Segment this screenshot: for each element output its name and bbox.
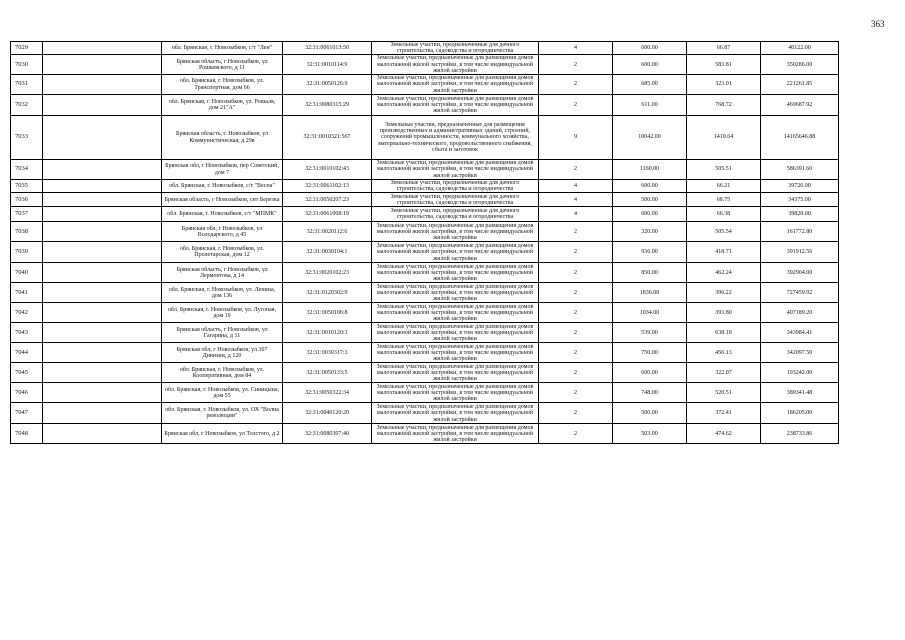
unit-value-cell: 418.71 bbox=[687, 242, 761, 263]
unit-value-cell: 68.75 bbox=[687, 193, 761, 207]
group-cell: 2 bbox=[539, 403, 613, 424]
unit-value-cell: 1410.64 bbox=[687, 116, 761, 160]
table-row bbox=[11, 207, 839, 222]
unit-value-cell: 768.72 bbox=[687, 95, 761, 116]
empty-cell bbox=[43, 263, 162, 283]
land-use-cell: Земельные участки, предназначенные для размещения домов малоэтажной жилой застройки, в том числе индивидуальной жилой застройки bbox=[372, 343, 539, 363]
cadastral-number-cell: 32:31:0080307:40 bbox=[283, 424, 372, 444]
address-cell: обл. Брянская, г. Новозыбков, ул. Синицына, дом 55 bbox=[162, 383, 283, 403]
cadastral-value-cell: 727459.92 bbox=[761, 283, 839, 303]
cadastral-number-cell: 32:31:0061008:19 bbox=[283, 207, 372, 222]
unit-value-cell: 462.24 bbox=[687, 263, 761, 283]
group-cell: 2 bbox=[539, 424, 613, 444]
address-cell: обл. Брянская, г. Новозыбков, ул. Транспортная, дом 66 bbox=[162, 75, 283, 95]
cadastral-value-cell: 186205.00 bbox=[761, 403, 839, 424]
area-cell: 1160.00 bbox=[613, 160, 687, 180]
row-number-cell: 7047 bbox=[11, 403, 43, 424]
address-cell: Брянская область, г Новозыбков, ул Рошкевского, д 11 bbox=[162, 55, 283, 75]
address-cell: Брянская обл, г Новозыбков, ул Толстого, д 2 bbox=[162, 424, 283, 444]
unit-value-cell: 505.54 bbox=[687, 222, 761, 242]
group-cell: 2 bbox=[539, 283, 613, 303]
cadastral-number-cell: 32:31:0030104:1 bbox=[283, 242, 372, 263]
area-cell: 503.00 bbox=[613, 424, 687, 444]
land-use-cell: Земельные участки, предназначенные для размещения домов малоэтажной жилой застройки, в том числе индивидуальной жилой застройки bbox=[372, 283, 539, 303]
address-cell: Брянская область, г Новозыбков, ул Лермонтова, д 14 bbox=[162, 263, 283, 283]
row-number-cell: 7035 bbox=[11, 180, 43, 193]
cadastral-number-cell: 32:31:0050126:9 bbox=[283, 75, 372, 95]
area-cell: 748.00 bbox=[613, 383, 687, 403]
land-use-cell: Земельные участки, предназначенные для размещения домов малоэтажной жилой застройки, в том числе индивидуальной жилой застройки bbox=[372, 424, 539, 444]
group-cell: 2 bbox=[539, 222, 613, 242]
area-cell: 611.00 bbox=[613, 95, 687, 116]
unit-value-cell: 322.07 bbox=[687, 363, 761, 383]
unit-value-cell: 66.21 bbox=[687, 180, 761, 193]
empty-cell bbox=[43, 207, 162, 222]
group-cell: 2 bbox=[539, 95, 613, 116]
table-row bbox=[11, 343, 839, 363]
table-row bbox=[11, 75, 839, 95]
area-cell: 600.00 bbox=[613, 55, 687, 75]
table-row bbox=[11, 323, 839, 343]
cadastral-register-table bbox=[10, 41, 839, 444]
empty-cell bbox=[43, 363, 162, 383]
row-number-cell: 7029 bbox=[11, 42, 43, 55]
unit-value-cell: 520.51 bbox=[687, 383, 761, 403]
table-row bbox=[11, 403, 839, 424]
cadastral-value-cell: 343984.41 bbox=[761, 323, 839, 343]
table-row bbox=[11, 424, 839, 444]
empty-cell bbox=[43, 303, 162, 323]
table-row bbox=[11, 283, 839, 303]
empty-cell bbox=[43, 323, 162, 343]
row-number-cell: 7036 bbox=[11, 193, 43, 207]
area-cell: 600.00 bbox=[613, 207, 687, 222]
area-cell: 685.00 bbox=[613, 75, 687, 95]
address-cell: обл. Брянская, г. Новозыбков, с/т "МПМК" bbox=[162, 207, 283, 222]
empty-cell bbox=[43, 403, 162, 424]
cadastral-value-cell: 193242.00 bbox=[761, 363, 839, 383]
group-cell: 2 bbox=[539, 303, 613, 323]
land-use-cell: Земельные участки, предназначенные для дачного строительства, садоводства и огородничества bbox=[372, 193, 539, 207]
row-number-cell: 7048 bbox=[11, 424, 43, 444]
table-row bbox=[11, 303, 839, 323]
land-use-cell: Земельные участки, предназначенные для размещения домов малоэтажной жилой застройки, в том числе индивидуальной жилой застройки bbox=[372, 263, 539, 283]
group-cell: 2 bbox=[539, 75, 613, 95]
cadastral-value-cell: 39726.00 bbox=[761, 180, 839, 193]
address-cell: обл. Брянская, г. Новозыбков, с/т "Лен" bbox=[162, 42, 283, 55]
land-use-cell: Земельные участки, предназначенные для размещения домов малоэтажной жилой застройки, в том числе индивидуальной жилой застройки bbox=[372, 363, 539, 383]
unit-value-cell: 505.51 bbox=[687, 160, 761, 180]
table-row bbox=[11, 180, 839, 193]
unit-value-cell: 372.41 bbox=[687, 403, 761, 424]
empty-cell bbox=[43, 95, 162, 116]
address-cell: Брянская обл, г Новозыбков, ул Володарского, д 45 bbox=[162, 222, 283, 242]
empty-cell bbox=[43, 42, 162, 55]
row-number-cell: 7031 bbox=[11, 75, 43, 95]
address-cell: Брянская обл, г Новозыбков, ул 307 Дивизии, д 120 bbox=[162, 343, 283, 363]
area-cell: 10042.00 bbox=[613, 116, 687, 160]
empty-cell bbox=[43, 193, 162, 207]
group-cell: 2 bbox=[539, 363, 613, 383]
area-cell: 600.00 bbox=[613, 180, 687, 193]
empty-cell bbox=[43, 55, 162, 75]
address-cell: обл. Брянская, г. Новозыбков, ул. Кооперативная, дом 84 bbox=[162, 363, 283, 383]
land-use-cell: Земельные участки, предназначенные для размещения домов малоэтажной жилой застройки, в том числе индивидуальной жилой застройки bbox=[372, 403, 539, 424]
row-number-cell: 7045 bbox=[11, 363, 43, 383]
row-number-cell: 7044 bbox=[11, 343, 43, 363]
table-row bbox=[11, 383, 839, 403]
empty-cell bbox=[43, 222, 162, 242]
area-cell: 600.00 bbox=[613, 42, 687, 55]
group-cell: 2 bbox=[539, 242, 613, 263]
cadastral-number-cell: 32:31:0040120:20 bbox=[283, 403, 372, 424]
address-cell: Брянская область, г Новозыбков, ул Гагарина, д 11 bbox=[162, 323, 283, 343]
row-number-cell: 7033 bbox=[11, 116, 43, 160]
cadastral-value-cell: 469687.92 bbox=[761, 95, 839, 116]
unit-value-cell: 66.38 bbox=[687, 207, 761, 222]
cadastral-value-cell: 40122.00 bbox=[761, 42, 839, 55]
address-cell: обл. Брянская, г. Новозыбков, ул. ОХ "Волна революции" bbox=[162, 403, 283, 424]
unit-value-cell: 66.87 bbox=[687, 42, 761, 55]
row-number-cell: 7030 bbox=[11, 55, 43, 75]
table-row bbox=[11, 263, 839, 283]
cadastral-number-cell: 32:31:0050106:8 bbox=[283, 303, 372, 323]
cadastral-number-cell: 32:31:0010321:567 bbox=[283, 116, 372, 160]
cadastral-value-cell: 586391.60 bbox=[761, 160, 839, 180]
land-use-cell: Земельные участки, предназначенные для размещения домов малоэтажной жилой застройки, в том числе индивидуальной жилой застройки bbox=[372, 160, 539, 180]
cadastral-number-cell: 32:31:0050133:5 bbox=[283, 363, 372, 383]
cadastral-number-cell: 32:31:0010120:3 bbox=[283, 323, 372, 343]
group-cell: 4 bbox=[539, 42, 613, 55]
page-number: 363 bbox=[871, 19, 885, 29]
cadastral-value-cell: 161772.80 bbox=[761, 222, 839, 242]
table-row bbox=[11, 363, 839, 383]
cadastral-value-cell: 389341.48 bbox=[761, 383, 839, 403]
land-use-cell: Земельные участки, предназначенные для размещения домов малоэтажной жилой застройки, в том числе индивидуальной жилой застройки bbox=[372, 242, 539, 263]
empty-cell bbox=[43, 343, 162, 363]
cadastral-value-cell: 39828.00 bbox=[761, 207, 839, 222]
empty-cell bbox=[43, 242, 162, 263]
table-row bbox=[11, 160, 839, 180]
cadastral-number-cell: 32:31:0080315:29 bbox=[283, 95, 372, 116]
group-cell: 2 bbox=[539, 383, 613, 403]
unit-value-cell: 638.19 bbox=[687, 323, 761, 343]
row-number-cell: 7046 bbox=[11, 383, 43, 403]
empty-cell bbox=[43, 160, 162, 180]
group-cell: 2 bbox=[539, 55, 613, 75]
cadastral-number-cell: 32:31:0020102:23 bbox=[283, 263, 372, 283]
cadastral-value-cell: 34375.00 bbox=[761, 193, 839, 207]
land-use-cell: Земельные участки, предназначенные для дачного строительства, садоводства и огородничества bbox=[372, 42, 539, 55]
cadastral-number-cell: 32:31:0061013:50 bbox=[283, 42, 372, 55]
empty-cell bbox=[43, 75, 162, 95]
cadastral-number-cell: 32:31:0050322:34 bbox=[283, 383, 372, 403]
address-cell: обл. Брянская, г. Новозыбков, ул. Ленина, дом 136 bbox=[162, 283, 283, 303]
group-cell: 2 bbox=[539, 343, 613, 363]
table-row bbox=[11, 222, 839, 242]
address-cell: обл. Брянская, г. Новозыбков, ул. Пролетарская, дом 12 bbox=[162, 242, 283, 263]
row-number-cell: 7042 bbox=[11, 303, 43, 323]
table-row bbox=[11, 116, 839, 160]
cadastral-number-cell: 32:31:0020112:6 bbox=[283, 222, 372, 242]
cadastral-value-cell: 238733.86 bbox=[761, 424, 839, 444]
table-row bbox=[11, 42, 839, 55]
table-row bbox=[11, 242, 839, 263]
empty-cell bbox=[43, 180, 162, 193]
unit-value-cell: 456.13 bbox=[687, 343, 761, 363]
cadastral-number-cell: 32:31:0010102:43 bbox=[283, 160, 372, 180]
cadastral-value-cell: 342097.50 bbox=[761, 343, 839, 363]
group-cell: 4 bbox=[539, 193, 613, 207]
empty-cell bbox=[43, 424, 162, 444]
row-number-cell: 7040 bbox=[11, 263, 43, 283]
row-number-cell: 7038 bbox=[11, 222, 43, 242]
unit-value-cell: 396.22 bbox=[687, 283, 761, 303]
land-use-cell: Земельные участки, предназначенные для размещения домов малоэтажной жилой застройки, в том числе индивидуальной жилой застройки bbox=[372, 55, 539, 75]
row-number-cell: 7037 bbox=[11, 207, 43, 222]
group-cell: 2 bbox=[539, 160, 613, 180]
area-cell: 1034.00 bbox=[613, 303, 687, 323]
area-cell: 500.00 bbox=[613, 193, 687, 207]
cadastral-value-cell: 407189.20 bbox=[761, 303, 839, 323]
group-cell: 4 bbox=[539, 180, 613, 193]
land-use-cell: Земельные участки, предназначенные для дачного строительства, садоводства и огородничества bbox=[372, 180, 539, 193]
cadastral-number-cell: 32:31:0030317:3 bbox=[283, 343, 372, 363]
address-cell: Брянская область, г. Новозыбков, ул Коммунистическая, д 29в bbox=[162, 116, 283, 160]
group-cell: 4 bbox=[539, 207, 613, 222]
area-cell: 750.00 bbox=[613, 343, 687, 363]
group-cell: 9 bbox=[539, 116, 613, 160]
table-row bbox=[11, 95, 839, 116]
address-cell: обл. Брянская, г. Новозыбков, с/т "Весна" bbox=[162, 180, 283, 193]
cadastral-number-cell: 32:31:0061102:13 bbox=[283, 180, 372, 193]
land-use-cell: Земельные участки, предназначенные для размещения производственных и административных зданий, строений, сооружений промышленности, коммунального хозяйства, материально-технического, продовольственного снабжения, сбыта и заготовок bbox=[372, 116, 539, 160]
land-use-cell: Земельные участки, предназначенные для размещения домов малоэтажной жилой застройки, в том числе индивидуальной жилой застройки bbox=[372, 222, 539, 242]
area-cell: 850.00 bbox=[613, 263, 687, 283]
area-cell: 320.00 bbox=[613, 222, 687, 242]
land-use-cell: Земельные участки, предназначенные для размещения домов малоэтажной жилой застройки, в том числе индивидуальной жилой застройки bbox=[372, 75, 539, 95]
area-cell: 539.00 bbox=[613, 323, 687, 343]
row-number-cell: 7039 bbox=[11, 242, 43, 263]
group-cell: 2 bbox=[539, 263, 613, 283]
address-cell: обл. Брянская, г. Новозыбков, ул. Рошаля, дом 21"А" bbox=[162, 95, 283, 116]
row-number-cell: 7034 bbox=[11, 160, 43, 180]
address-cell: обл. Брянская, г. Новозыбков, ул. Лугопая, дом 19 bbox=[162, 303, 283, 323]
unit-value-cell: 583.81 bbox=[687, 55, 761, 75]
land-use-cell: Земельные участки, предназначенные для дачного строительства, садоводства и огородничества bbox=[372, 207, 539, 222]
area-cell: 1836.00 bbox=[613, 283, 687, 303]
row-number-cell: 7041 bbox=[11, 283, 43, 303]
cadastral-number-cell: 32:31:0050207:23 bbox=[283, 193, 372, 207]
cadastral-value-cell: 221261.85 bbox=[761, 75, 839, 95]
row-number-cell: 7043 bbox=[11, 323, 43, 343]
empty-cell bbox=[43, 383, 162, 403]
land-use-cell: Земельные участки, предназначенные для размещения домов малоэтажной жилой застройки, в том числе индивидуальной жилой застройки bbox=[372, 303, 539, 323]
unit-value-cell: 474.62 bbox=[687, 424, 761, 444]
table-row bbox=[11, 193, 839, 207]
empty-cell bbox=[43, 283, 162, 303]
register-body bbox=[11, 42, 839, 444]
table-row bbox=[11, 55, 839, 75]
unit-value-cell: 393.80 bbox=[687, 303, 761, 323]
group-cell: 2 bbox=[539, 323, 613, 343]
area-cell: 500.00 bbox=[613, 403, 687, 424]
cadastral-value-cell: 392904.00 bbox=[761, 263, 839, 283]
cadastral-number-cell: 32:31:0010114:9 bbox=[283, 55, 372, 75]
land-use-cell: Земельные участки, предназначенные для размещения домов малоэтажной жилой застройки, в том числе индивидуальной жилой застройки bbox=[372, 383, 539, 403]
row-number-cell: 7032 bbox=[11, 95, 43, 116]
area-cell: 600.00 bbox=[613, 363, 687, 383]
area-cell: 936.00 bbox=[613, 242, 687, 263]
unit-value-cell: 323.01 bbox=[687, 75, 761, 95]
address-cell: Брянская область, г Новозыбков, снт Березка bbox=[162, 193, 283, 207]
empty-cell bbox=[43, 116, 162, 160]
cadastral-number-cell: 32:31:0120302:9 bbox=[283, 283, 372, 303]
address-cell: Брянская обл, г Новозыбков, пер Советский, дом 7 bbox=[162, 160, 283, 180]
cadastral-value-cell: 391912.56 bbox=[761, 242, 839, 263]
cadastral-value-cell: 14165646.88 bbox=[761, 116, 839, 160]
land-use-cell: Земельные участки, предназначенные для размещения домов малоэтажной жилой застройки, в том числе индивидуальной жилой застройки bbox=[372, 323, 539, 343]
cadastral-value-cell: 350286.00 bbox=[761, 55, 839, 75]
land-use-cell: Земельные участки, предназначенные для размещения домов малоэтажной жилой застройки, в том числе индивидуальной жилой застройки bbox=[372, 95, 539, 116]
